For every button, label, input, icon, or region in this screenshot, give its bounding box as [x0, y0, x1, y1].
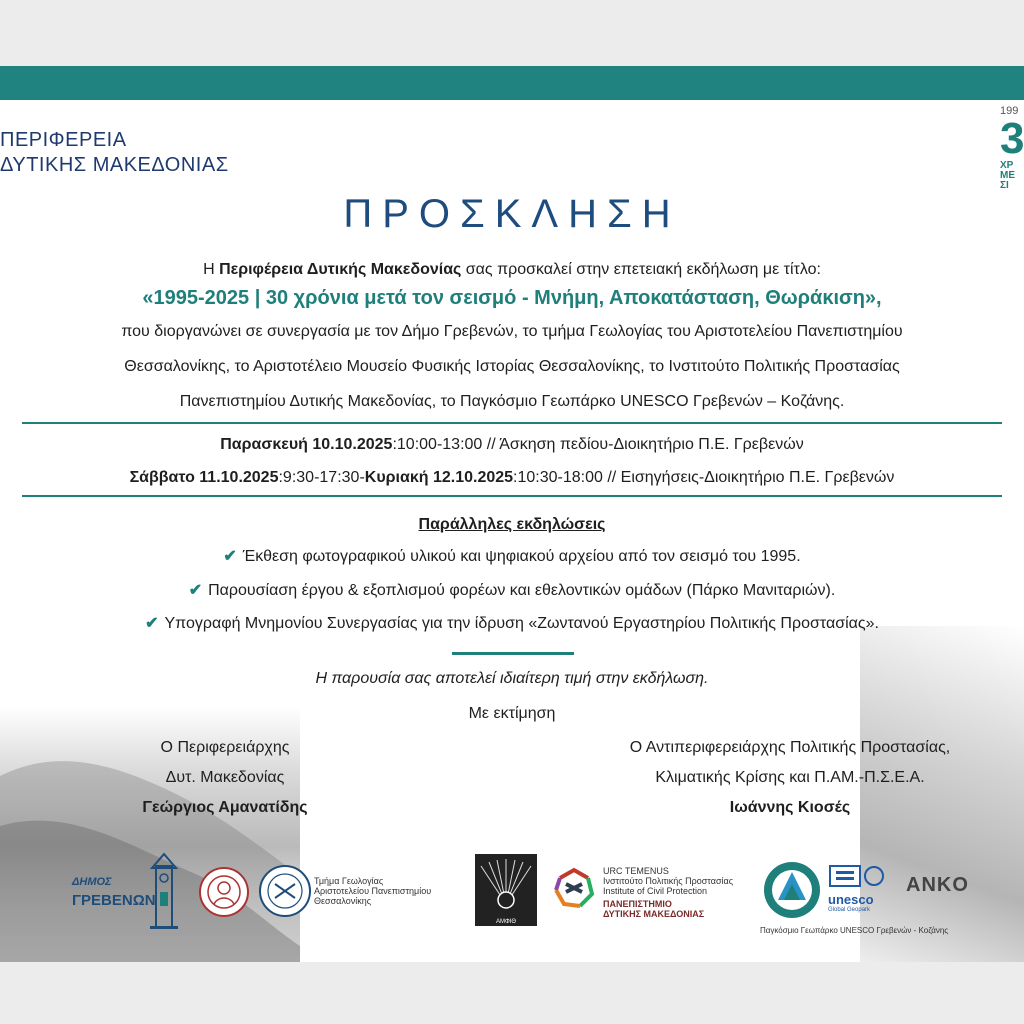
university-seal-icon	[198, 866, 250, 918]
parallel-item	[0, 614, 1024, 634]
unesco-sub-label: Global Geopark	[828, 907, 871, 913]
badge-year: 199	[1000, 105, 1019, 117]
divider-short	[452, 652, 574, 655]
schedule-day-1: Παρασκευή 10.10.2025	[220, 436, 393, 453]
grevenon-label: ΓΡΕΒΕΝΩΝ	[72, 892, 156, 909]
dimos-label: ΔΗΜΟΣ	[72, 876, 112, 888]
schedule-line-1	[0, 435, 1024, 455]
intro-post: σας προσκαλεί στην επετειακή εκδήλωση με τίτλο:	[461, 261, 821, 278]
anko-logo: ANKO	[906, 874, 969, 896]
museum-logo	[475, 854, 537, 926]
anniversary-badge	[1000, 106, 1024, 191]
parallel-heading: Παράλληλες εκδηλώσεις	[418, 516, 606, 533]
schedule-day-2: Σάββατο 11.10.2025	[129, 469, 279, 486]
urc-line-1: URC TEMENUS	[603, 866, 669, 876]
signature-left-role-2: Δυτ. Μακεδονίας	[165, 769, 285, 786]
region-name	[0, 128, 229, 178]
geology-text	[314, 876, 474, 906]
intro-pre: Η	[203, 261, 220, 278]
geopark-caption: Παγκόσμιο Γεωπάρκο UNESCO Γρεβενών - Κοζάνης	[760, 926, 949, 935]
badge-line-2: ΜΕ	[1000, 170, 1015, 181]
signature-right-role-2: Κλιματικής Κρίσης και Π.ΑΜ.-Π.Σ.Ε.Α.	[655, 769, 925, 786]
check-icon: ✔	[145, 615, 159, 632]
region-line-2: ΔΥΤΙΚΗΣ ΜΑΚΕΔΟΝΙΑΣ	[0, 154, 229, 176]
urc-knot-icon	[552, 866, 596, 910]
schedule-day-3: Κυριακή 12.10.2025	[364, 469, 514, 486]
shell-icon	[475, 854, 537, 914]
intro-text-2: Θεσσαλονίκης, το Αριστοτέλειο Μουσείο Φυσικής Ιστορίας Θεσσαλονίκης, το Ινστιτούτο Πολιτικής Προστασίας	[124, 358, 900, 375]
divider-top	[22, 422, 1002, 424]
urc-line-2: Ινστιτούτο Πολιτικής Προστασίας	[603, 876, 734, 886]
unesco-label: unesco	[828, 892, 874, 907]
signature-left-role-1: Ο Περιφερειάρχης	[160, 739, 290, 756]
signature-left-name: Γεώργιος Αμανατίδης	[142, 799, 308, 816]
schedule-day-2-mid: :9:30-17:30-	[278, 469, 365, 486]
intro-line	[0, 260, 1024, 280]
urc-text	[603, 866, 763, 919]
geology-line-1: Τμήμα Γεωλογίας	[314, 876, 384, 886]
unesco-emblem-icon	[828, 864, 888, 888]
parallel-item-text: Έκθεση φωτογραφικού υλικού και ψηφιακού αρχείου από τον σεισμό του 1995.	[242, 548, 801, 565]
signature-right-name: Ιωάννης Κιοσές	[729, 799, 851, 816]
regards-text: Με εκτίμηση	[468, 705, 556, 722]
intro-text-1: που διοργανώνει σε συνεργασία με τον Δήμο Γρεβενών, το τμήμα Γεωλογίας του Αριστοτελείου Πανεπιστημίου	[121, 323, 903, 340]
region-line-1: ΠΕΡΙΦΕΡΕΙΑ	[0, 129, 127, 151]
badge-line-1: ΧΡ	[1000, 160, 1014, 171]
intro-text-3: Πανεπιστημίου Δυτικής Μακεδονίας, το Παγκόσμιο Γεωπάρκο UNESCO Γρεβενών – Κοζάνης.	[179, 393, 845, 410]
parallel-item-text: Παρουσίαση έργου & εξοπλισμού φορέων και εθελοντικών ομάδων (Πάρκο Μανιταριών).	[208, 582, 836, 599]
museum-label: ΑΜΦΙΘ	[495, 919, 517, 925]
urc-line-3: Institute of Civil Protection	[603, 886, 708, 896]
schedule-day-3-rest: :10:30-18:00 // Εισηγήσεις-Διοικητήριο Π.Ε. Γρεβενών	[513, 469, 895, 486]
event-title: «1995-2025 | 30 χρόνια μετά τον σεισμό - Μνήμη, Αποκατάσταση, Θωράκιση»,	[142, 287, 882, 309]
clock-tower-icon	[146, 852, 182, 930]
parallel-item	[0, 581, 1024, 601]
urc-line-4: ΠΑΝΕΠΙΣΤΗΜΙΟ	[603, 899, 672, 909]
urc-line-5: ΔΥΤΙΚΗΣ ΜΑΚΕΔΟΝΙΑΣ	[603, 909, 705, 919]
geology-line-3: Θεσσαλονίκης	[314, 896, 372, 906]
signature-right	[560, 733, 1020, 823]
check-icon: ✔	[223, 548, 237, 565]
invitation-card	[0, 66, 1024, 962]
geology-line-2: Αριστοτελείου Πανεπιστημίου	[314, 886, 432, 896]
signature-right-role-1: Ο Αντιπεριφερειάρχης Πολιτικής Προστασίας,	[629, 739, 951, 756]
schedule-day-1-rest: :10:00-13:00 // Άσκηση πεδίου-Διοικητήριο Π.Ε. Γρεβενών	[392, 436, 804, 453]
check-icon: ✔	[188, 582, 203, 599]
honor-text: Η παρουσία σας αποτελεί ιδιαίτερη τιμή στην εκδήλωση.	[315, 670, 709, 687]
badge-line-3: ΣΙ	[1000, 180, 1009, 191]
schedule-line-2	[0, 468, 1024, 488]
geology-seal-icon	[258, 864, 312, 918]
unesco-logo	[828, 864, 888, 913]
intro-org: Περιφέρεια Δυτικής Μακεδονίας	[219, 261, 462, 278]
divider-middle	[22, 495, 1002, 497]
signature-left	[100, 733, 350, 823]
top-color-bar	[0, 66, 1024, 100]
badge-number: 3	[1000, 114, 1024, 163]
geopark-icon	[762, 860, 822, 920]
parallel-item-text: Υπογραφή Μνημονίου Συνεργασίας για την ίδρυση «Ζωντανού Εργαστηρίου Πολιτικής Προστασίας».	[164, 615, 879, 632]
partner-logos	[0, 846, 1024, 946]
page-title: ΠΡΟΣΚΛΗΣΗ	[343, 192, 681, 236]
parallel-item	[0, 547, 1024, 567]
